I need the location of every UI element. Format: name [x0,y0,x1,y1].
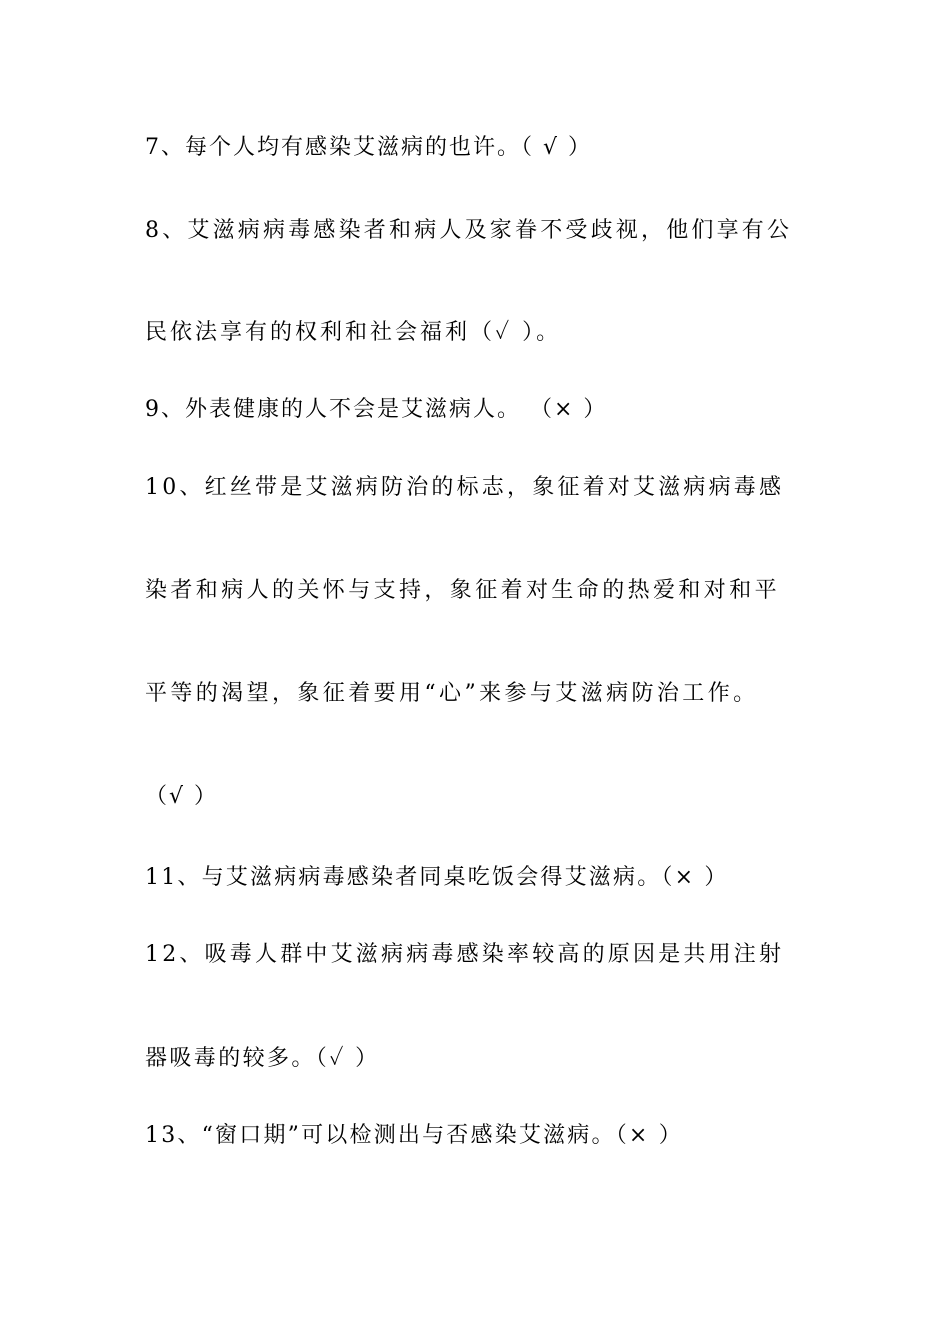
question-10-answer: （√ ） [145,784,219,809]
question-12-line-1: 12、吸毒人群中艾滋病病毒感染率较高的原因是共用注射 [145,942,785,967]
question-10-line-2: 染者和病人的关怀与支持，象征着对生命的热爱和对和平 [145,578,781,603]
question-11-line: 11、与艾滋病病毒感染者同桌吃饭会得艾滋病。（× ） [145,865,729,890]
question-12-line-2: 器吸毒的较多。（✓ ） [145,1046,380,1071]
question-10-line-1: 10、红丝带是艾滋病防治的标志，象征着对艾滋病病毒感 [145,475,785,500]
question-8-line-1: 8、艾滋病病毒感染者和病人及家眷不受歧视，他们享有公 [145,218,793,243]
question-7-line: 7、每个人均有感染艾滋病的也许。（ √ ） [145,135,593,160]
question-8-line-2: 民依法享有的权利和社会福利（✓ ）。 [145,320,562,345]
question-10-line-3: 平等的渴望，象征着要用“心”来参与艾滋病防治工作。 [145,681,759,706]
question-9-line: 9、外表健康的人不会是艾滋病人。 （× ） [145,397,608,422]
question-13-line: 13、“窗口期”可以检测出与否感染艾滋病。（× ） [145,1123,683,1148]
